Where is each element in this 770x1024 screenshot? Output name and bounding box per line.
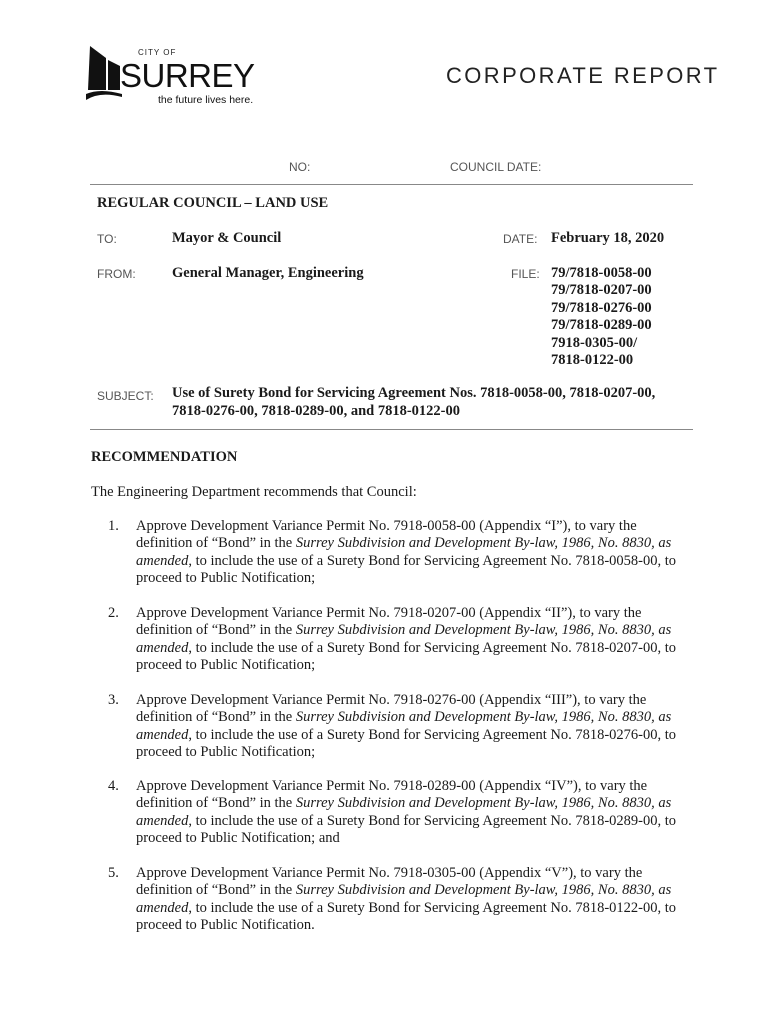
item-text-part: Approve Development Variance Permit No. 7918-0289-00 (Appendix “IV”), to vary the definition of “Bond” in the (136, 778, 648, 812)
item-text-part: Approve Development Variance Permit No. 7918-0058-00 (Appendix “I”), to vary the definition of “Bond” in the (136, 518, 637, 552)
bylaw-citation: Surrey Subdivision and Development By-law, 1986, No. 8830, as amended (136, 622, 672, 656)
subject-divider (90, 429, 693, 430)
file-number: 7918-0305-00/ (551, 334, 638, 351)
to-label: TO: (97, 232, 117, 246)
bylaw-citation: Surrey Subdivision and Development By-law, 1986, No. 8830, as amended (136, 535, 672, 569)
item-text-part: , to include the use of a Surety Bond for Servicing Agreement No. 7818-0289-00, to proceed to Public Notification; and (136, 812, 677, 847)
file-number: 79/7818-0276-00 (551, 299, 652, 316)
file-number: 79/7818-0058-00 (551, 265, 652, 281)
bylaw-citation: Surrey Subdivision and Development By-law, 1986, No. 8830, as amended (136, 795, 672, 829)
item-text-part: , to include the use of a Surety Bond for Servicing Agreement No. 7818-0207-00, to proceed to Public Notification; (136, 639, 677, 674)
item-text (136, 778, 680, 848)
council-date-label: COUNCIL DATE: (450, 160, 542, 174)
logo-tagline: the future lives here. (158, 94, 254, 106)
logo-surrey-wordmark: SURREY (120, 57, 255, 94)
file-number: 79/7818-0289-00 (551, 317, 652, 334)
item-number: 5. (108, 865, 119, 881)
file-number: 7818-0122-00 (551, 352, 634, 369)
recommendation-heading: RECOMMENDATION (91, 449, 238, 465)
item-number: 3. (108, 692, 119, 708)
file-label: FILE: (511, 267, 540, 281)
header-divider (90, 184, 693, 185)
bylaw-citation: Surrey Subdivision and Development By-law, 1986, No. 8830, as amended (136, 709, 672, 743)
to-value: Mayor & Council (172, 230, 282, 246)
item-text (136, 605, 680, 675)
report-number-label: NO: (289, 160, 311, 174)
subject-label: SUBJECT: (97, 389, 154, 403)
logo-city-of: CITY OF (138, 48, 177, 57)
date-label: DATE: (503, 232, 538, 246)
date-value: February 18, 2020 (551, 230, 665, 246)
recommendation-intro: The Engineering Department recommends that Council: (91, 484, 417, 500)
item-text-part: Approve Development Variance Permit No. 7918-0305-00 (Appendix “V”), to vary the definition of “Bond” in the (136, 865, 643, 899)
report-title: CORPORATE REPORT (446, 63, 720, 88)
item-text (136, 692, 680, 762)
item-number: 4. (108, 778, 119, 794)
item-text-part: , to include the use of a Surety Bond for Servicing Agreement No. 7818-0122-00, to proceed to Public Notification. (136, 899, 677, 934)
item-text-part: Approve Development Variance Permit No. 7918-0276-00 (Appendix “III”), to vary the definition of “Bond” in the (136, 692, 647, 726)
bylaw-citation: Surrey Subdivision and Development By-law, 1986, No. 8830, as amended (136, 882, 672, 916)
city-of-surrey-logo (86, 44, 256, 110)
subject-value: Use of Surety Bond for Servicing Agreement Nos. 7818-0058-00, 7818-0207-00, 7818-0276-00, 7818-0289-00, and 7818-0122-00 (172, 385, 656, 419)
file-number-list (551, 265, 652, 369)
item-text-part: , to include the use of a Surety Bond for Servicing Agreement No. 7818-0058-00, to proceed to Public Notification; (136, 552, 677, 587)
item-text-part: Approve Development Variance Permit No. 7918-0207-00 (Appendix “II”), to vary the definition of “Bond” in the (136, 605, 642, 639)
item-number: 1. (108, 518, 119, 534)
file-number: 79/7818-0207-00 (551, 282, 652, 299)
item-text (136, 865, 680, 935)
from-value: General Manager, Engineering (172, 265, 364, 281)
item-text-part: , to include the use of a Surety Bond for Servicing Agreement No. 7818-0276-00, to proceed to Public Notification; (136, 726, 677, 761)
item-text (136, 518, 680, 588)
from-label: FROM: (97, 267, 136, 281)
item-number: 2. (108, 605, 119, 621)
report-category: REGULAR COUNCIL – LAND USE (97, 195, 329, 211)
